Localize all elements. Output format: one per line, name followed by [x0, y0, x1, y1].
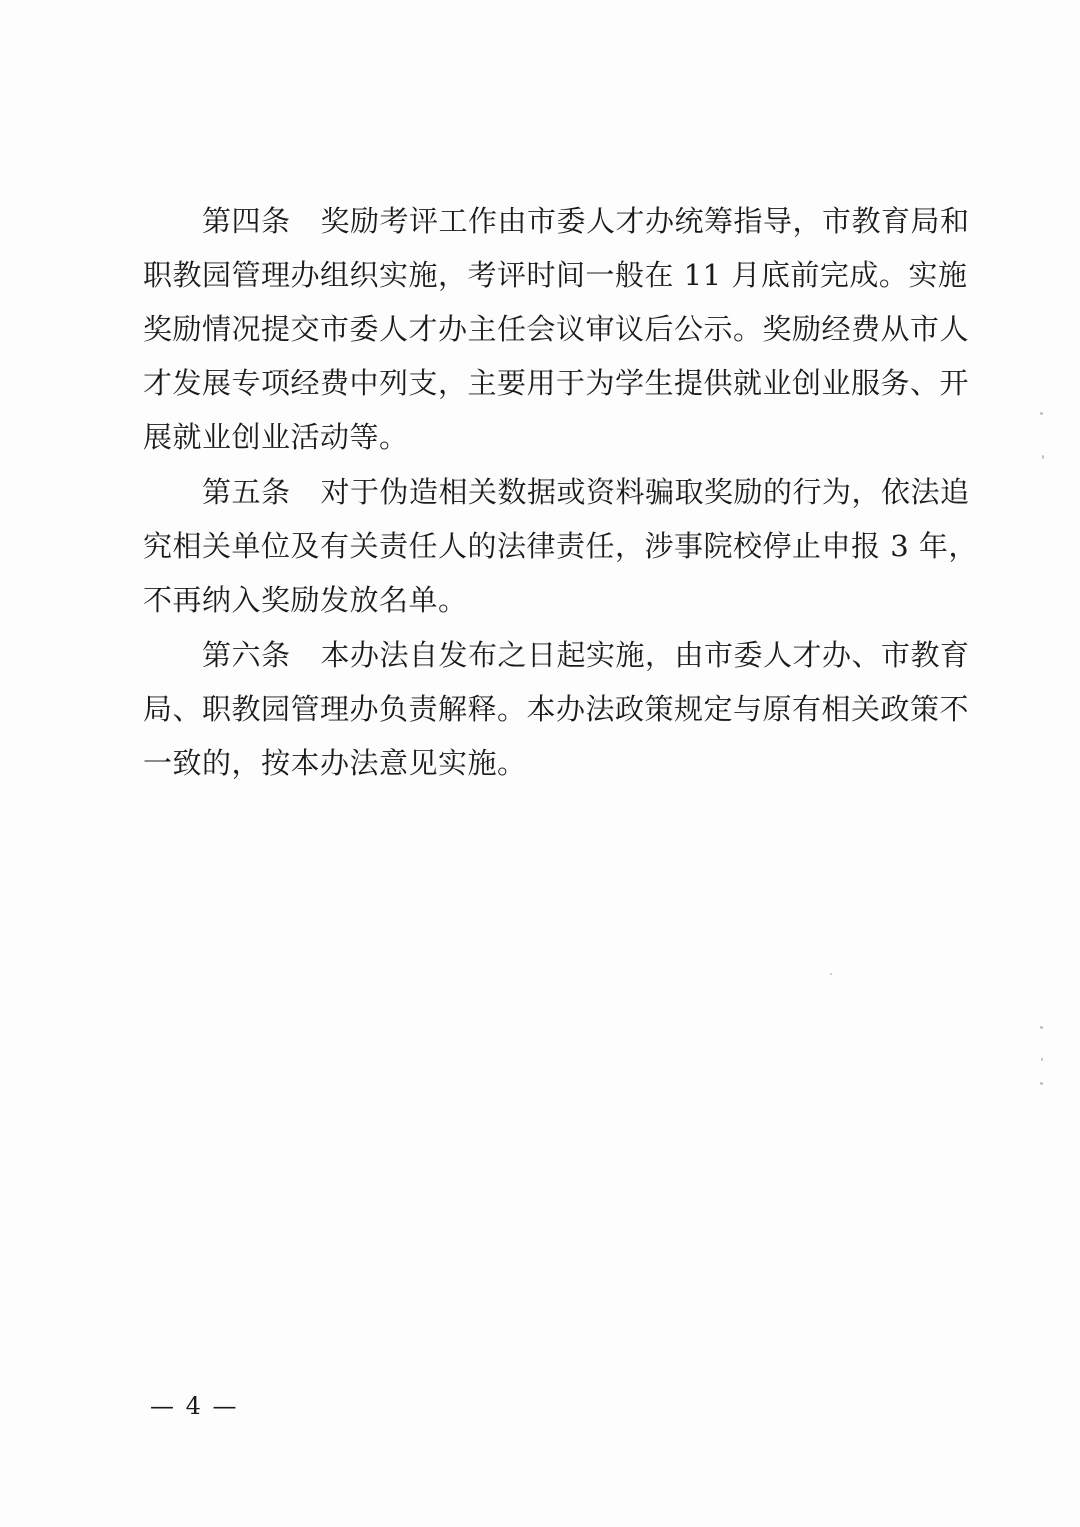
scan-speck [830, 973, 832, 975]
article-text: 本办法自发布之日起实施，由市委人才办、市教育 [320, 638, 970, 672]
paragraph-line: 一致的，按本办法意见实施。 [143, 746, 527, 780]
paragraph-line: 职教园管理办组织实施，考评时间一般在 11 月底前完成。实施 [143, 258, 968, 292]
paragraph-line: 奖励情况提交市委人才办主任会议审议后公示。奖励经费从市人 [143, 312, 970, 346]
scan-speck [1040, 412, 1043, 415]
scan-speck [1040, 1026, 1043, 1029]
article-text: 对于伪造相关数据或资料骗取奖励的行为，依法追 [320, 475, 970, 509]
paragraph-line: 究相关单位及有关责任人的法律责任，涉事院校停止申报 3 年， [143, 529, 978, 563]
article-text: 奖励考评工作由市委人才办统筹指导，市教育局和 [320, 204, 970, 238]
article-heading: 第五条 [202, 475, 291, 509]
paragraph-line [202, 627, 970, 683]
paragraph-line: 展就业创业活动等。 [143, 420, 409, 454]
paragraph-line: 局、职教园管理办负责解释。本办法政策规定与原有相关政策不 [143, 692, 970, 726]
article-heading: 第四条 [202, 204, 291, 238]
scan-speck [1040, 1082, 1043, 1085]
scan-speck [1042, 455, 1044, 459]
page-number: — 4 — [150, 1392, 239, 1420]
paragraph-line [202, 193, 970, 249]
paragraph-line [202, 464, 970, 520]
scan-speck [1041, 1058, 1043, 1061]
article-heading: 第六条 [202, 638, 291, 672]
paragraph-line: 才发展专项经费中列支，主要用于为学生提供就业创业服务、开 [143, 366, 970, 400]
paragraph-line: 不再纳入奖励发放名单。 [143, 583, 468, 617]
